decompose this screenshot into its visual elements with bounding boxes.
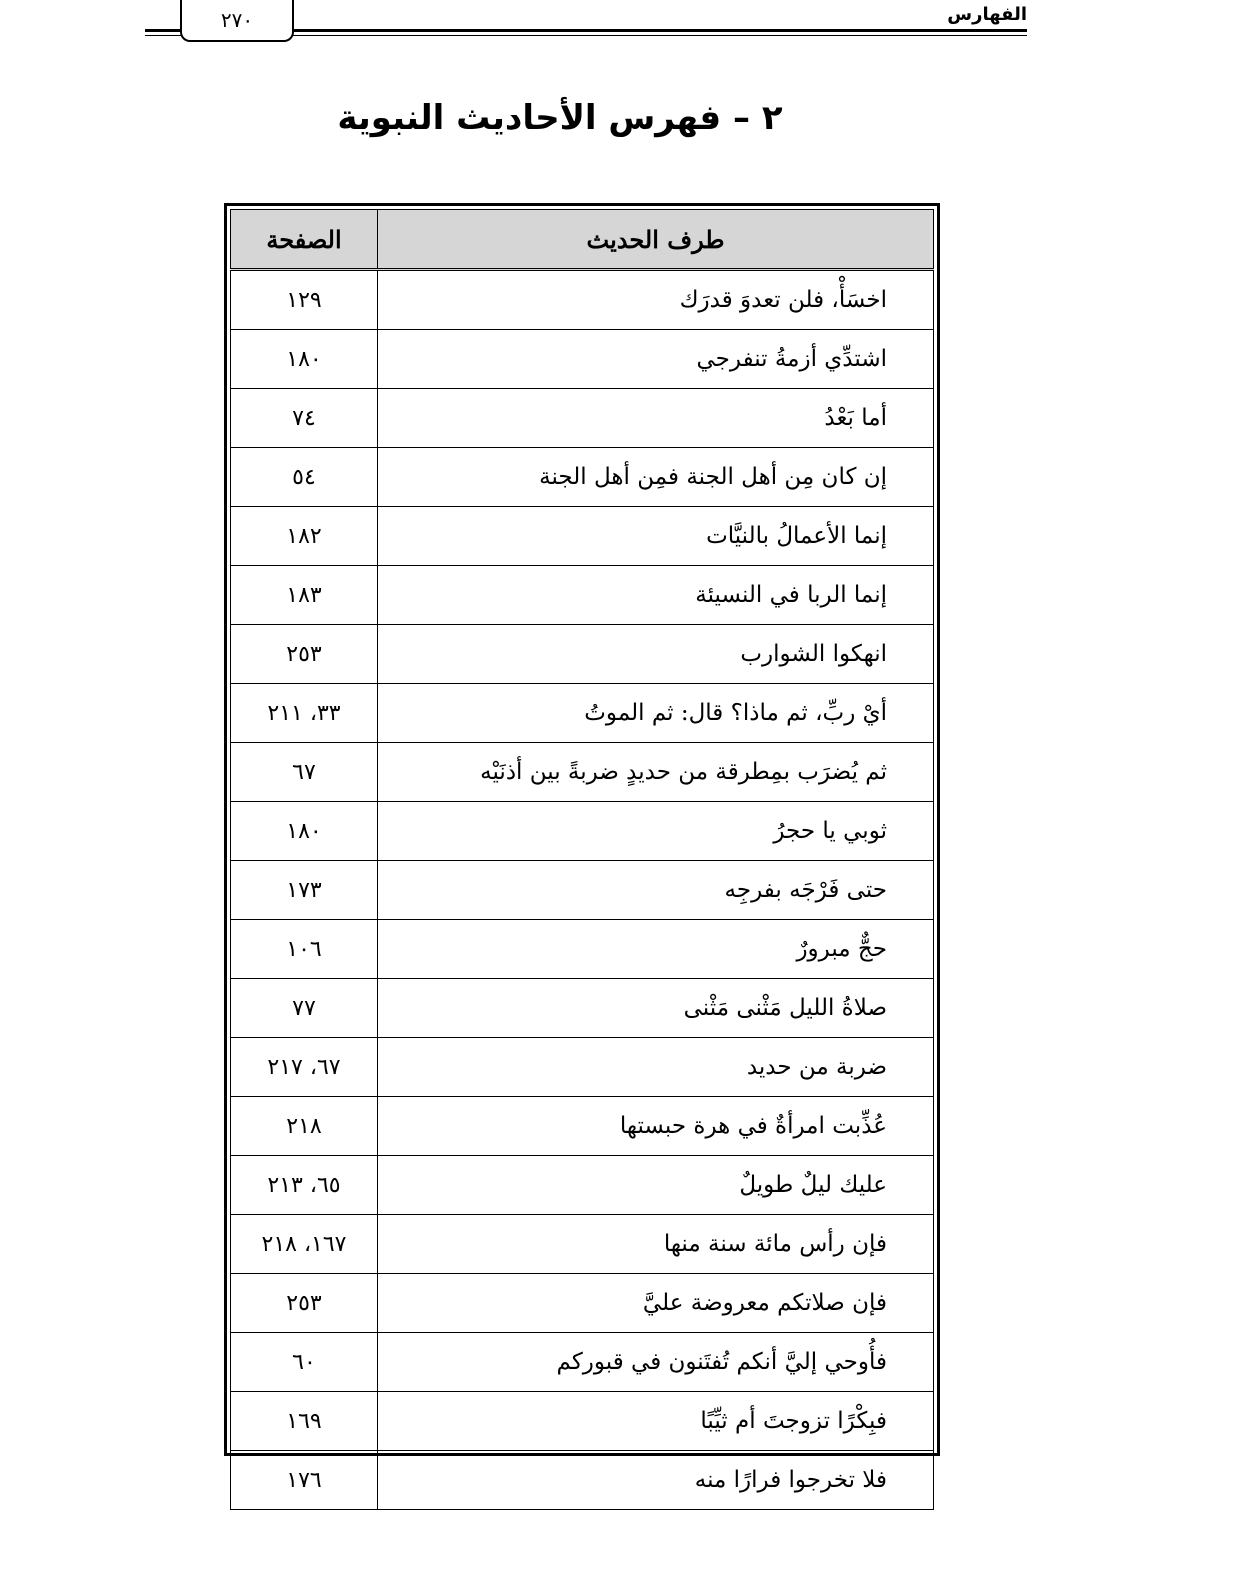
hadith-text: عُذِّبت امرأةٌ في هرة حبستها — [378, 1097, 934, 1156]
running-title: الفهارس — [947, 4, 1027, 25]
table-row — [231, 270, 934, 330]
hadith-index-table — [230, 209, 934, 1510]
hadith-text: أما بَعْدُ — [378, 389, 934, 448]
table-row — [231, 1392, 934, 1451]
hadith-text: اشتدِّي أزمةُ تنفرجي — [378, 330, 934, 389]
page-reference: ٧٧ — [231, 979, 378, 1038]
hadith-text: إنما الأعمالُ بالنيَّات — [378, 507, 934, 566]
table-row — [231, 1451, 934, 1510]
hadith-text: فإن رأس مائة سنة منها — [378, 1215, 934, 1274]
page-number: ٢٧٠ — [180, 0, 294, 42]
hadith-text: إن كان مِن أهل الجنة فمِن أهل الجنة — [378, 448, 934, 507]
table-row — [231, 1215, 934, 1274]
hadith-text: حجٌّ مبرورٌ — [378, 920, 934, 979]
page-reference: ٦٧ — [231, 743, 378, 802]
hadith-text: أيْ ربِّ، ثم ماذا؟ قال: ثم الموتُ — [378, 684, 934, 743]
hadith-text: ضربة من حديد — [378, 1038, 934, 1097]
table-row — [231, 743, 934, 802]
page-reference: ١٧٣ — [231, 861, 378, 920]
hadith-text: حتى فَرْجَه بفرجِه — [378, 861, 934, 920]
page-reference: ٢٥٣ — [231, 625, 378, 684]
table-row — [231, 330, 934, 389]
page-reference: ٧٤ — [231, 389, 378, 448]
column-header-hadith: طرف الحديث — [378, 210, 934, 270]
page-reference: ١٢٩ — [231, 270, 378, 330]
page-reference: ١٨٠ — [231, 330, 378, 389]
table-row — [231, 448, 934, 507]
hadith-text: فأُوحي إليَّ أنكم تُفتَنون في قبوركم — [378, 1333, 934, 1392]
table-row — [231, 1274, 934, 1333]
hadith-index-table-frame — [224, 203, 940, 1493]
column-header-page: الصفحة — [231, 210, 378, 270]
hadith-text: ثم يُضرَب بمِطرقة من حديدٍ ضربةً بين أذنَيْه — [378, 743, 934, 802]
page-reference: ٢٥٣ — [231, 1274, 378, 1333]
page-reference: ١٨٠ — [231, 802, 378, 861]
page-reference: ٥٤ — [231, 448, 378, 507]
table-row — [231, 861, 934, 920]
table-row — [231, 684, 934, 743]
hadith-text: إنما الربا في النسيئة — [378, 566, 934, 625]
table-row — [231, 507, 934, 566]
table-row — [231, 1038, 934, 1097]
hadith-text: فلا تخرجوا فرارًا منه — [378, 1451, 934, 1510]
page-reference: ١٧٦ — [231, 1451, 378, 1510]
hadith-text: ثوبي يا حجرُ — [378, 802, 934, 861]
table-row — [231, 979, 934, 1038]
page-reference: ٦٧، ٢١٧ — [231, 1038, 378, 1097]
hadith-text: فإن صلاتكم معروضة عليَّ — [378, 1274, 934, 1333]
table-row — [231, 566, 934, 625]
table-row — [231, 802, 934, 861]
page-reference: ٣٣، ٢١١ — [231, 684, 378, 743]
table-row — [231, 389, 934, 448]
section-heading: ٢ – فهرس الأحاديث النبوية — [337, 98, 783, 138]
page-reference: ٦٥، ٢١٣ — [231, 1156, 378, 1215]
table-row — [231, 920, 934, 979]
hadith-text: صلاةُ الليل مَثْنى مَثْنى — [378, 979, 934, 1038]
table-header-row — [231, 210, 934, 270]
page-reference: ١٨٣ — [231, 566, 378, 625]
page-reference: ١٠٦ — [231, 920, 378, 979]
hadith-text: انهكوا الشوارب — [378, 625, 934, 684]
hadith-text: فبِكْرًا تزوجتَ أم ثيِّبًا — [378, 1392, 934, 1451]
hadith-text: اخسَأْ، فلن تعدوَ قدرَك — [378, 270, 934, 330]
page-reference: ٦٠ — [231, 1333, 378, 1392]
page-reference: ١٨٢ — [231, 507, 378, 566]
hadith-text: عليك ليلٌ طويلٌ — [378, 1156, 934, 1215]
table-row — [231, 1097, 934, 1156]
page-reference: ٢١٨ — [231, 1097, 378, 1156]
table-row — [231, 625, 934, 684]
table-row — [231, 1156, 934, 1215]
table-row — [231, 1333, 934, 1392]
page-reference: ١٦٧، ٢١٨ — [231, 1215, 378, 1274]
page-reference: ١٦٩ — [231, 1392, 378, 1451]
